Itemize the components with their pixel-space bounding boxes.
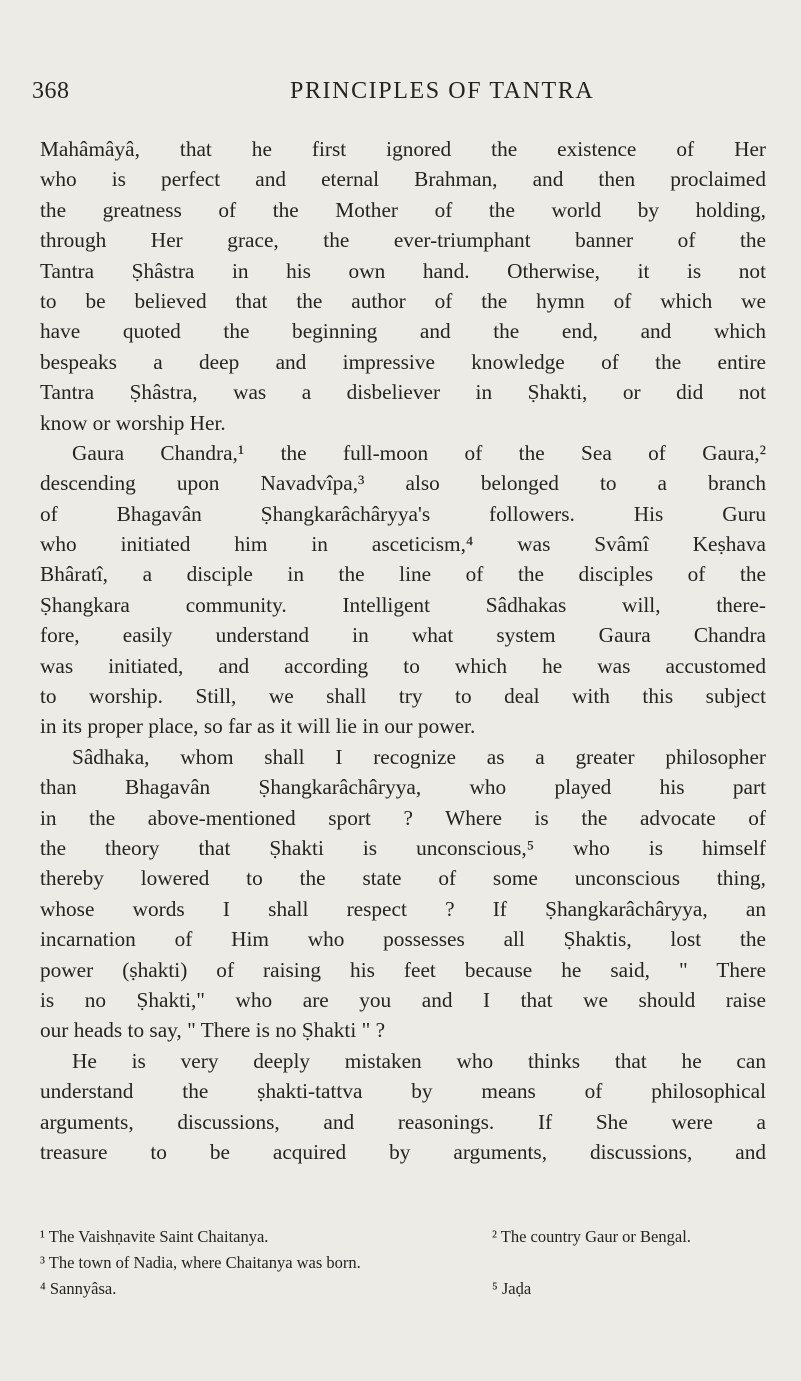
text-line: to worship. Still, we shall try to deal with this subject [40,684,766,709]
text-line: power (ṣhakti) of raising his feet because he said, " There [40,957,766,982]
text-line: our heads to say, " There is no Ṣhakti " ? [40,1018,386,1043]
text-line: in the above-mentioned sport ? Where is the advocate of [40,805,766,830]
text-line: He is very deeply mistaken who thinks that he can [72,1048,766,1073]
text-line: fore, easily understand in what system Gaura Chandra [40,623,766,648]
text-line: is no Ṣhakti," who are you and I that we should raise [40,987,766,1012]
footnote-row [40,1224,766,1250]
text-line: the greatness of the Mother of the world by holding, [40,197,766,222]
text-line: Tantra Ṣhâstra in his own hand. Otherwise, it is not [40,258,766,283]
footnote-row [40,1250,766,1276]
footnote-row [40,1276,766,1302]
text-line: treasure to be acquired by arguments, discussions, and [40,1139,766,1164]
page-header [0,78,801,114]
text-line: Ṣhangkara community. Intelligent Sâdhakas will, there- [40,592,766,617]
running-head: PRINCIPLES OF TANTRA [290,78,595,104]
footnote-3: ³ The town of Nadia, where Chaitanya was born. [40,1253,361,1272]
page-number: 368 [32,78,70,104]
text-line: Sâdhaka, whom shall I recognize as a greater philosopher [72,744,766,769]
text-line: thereby lowered to the state of some unconscious thing, [40,866,766,891]
text-line: arguments, discussions, and reasonings. If She were a [40,1109,766,1134]
text-line: know or worship Her. [40,410,226,435]
text-line: incarnation of Him who possesses all Ṣhaktis, lost the [40,927,766,952]
body-text [40,134,766,1167]
text-line: the theory that Ṣhakti is unconscious,⁵ who is himself [40,835,766,860]
text-line: Bhâratî, a disciple in the line of the disciples of the [40,562,766,587]
text-line: who is perfect and eternal Brahman, and then proclaimed [40,167,766,192]
text-line: to be believed that the author of the hymn of which we [40,288,766,313]
text-line: was initiated, and according to which he was accustomed [40,653,766,678]
text-line: Mahâmâyâ, that he first ignored the existence of Her [40,137,766,161]
footnote-5: ⁵ Jaḍa [492,1279,532,1298]
text-line: through Her grace, the ever-triumphant banner of the [40,228,766,253]
footnote-2: ² The country Gaur or Bengal. [492,1227,691,1246]
text-line: Gaura Chandra,¹ the full-moon of the Sea of Gaura,² [72,440,766,465]
text-line: understand the ṣhakti-tattva by means of philosophical [40,1079,766,1104]
text-line: bespeaks a deep and impressive knowledge of the entire [40,349,766,374]
text-line: than Bhagavân Ṣhangkarâchâryya, who played his part [40,775,766,800]
footnotes [40,1224,766,1302]
text-line: descending upon Navadvîpa,³ also belonged to a branch [40,471,766,496]
text-line: of Bhagavân Ṣhangkarâchâryya's followers. His Guru [40,501,766,526]
footnote-1: ¹ The Vaishṇavite Saint Chaitanya. [40,1227,269,1246]
text-line: who initiated him in asceticism,⁴ was Svâmî Keṣhava [40,532,766,557]
footnote-4: ⁴ Sannyâsa. [40,1279,117,1298]
text-line: whose words I shall respect ? If Ṣhangkarâchâryya, an [40,896,766,921]
text-line: have quoted the beginning and the end, and which [40,319,766,344]
text-line: Tantra Ṣhâstra, was a disbeliever in Ṣhakti, or did not [40,380,766,405]
text-line: in its proper place, so far as it will lie in our power. [40,714,476,739]
